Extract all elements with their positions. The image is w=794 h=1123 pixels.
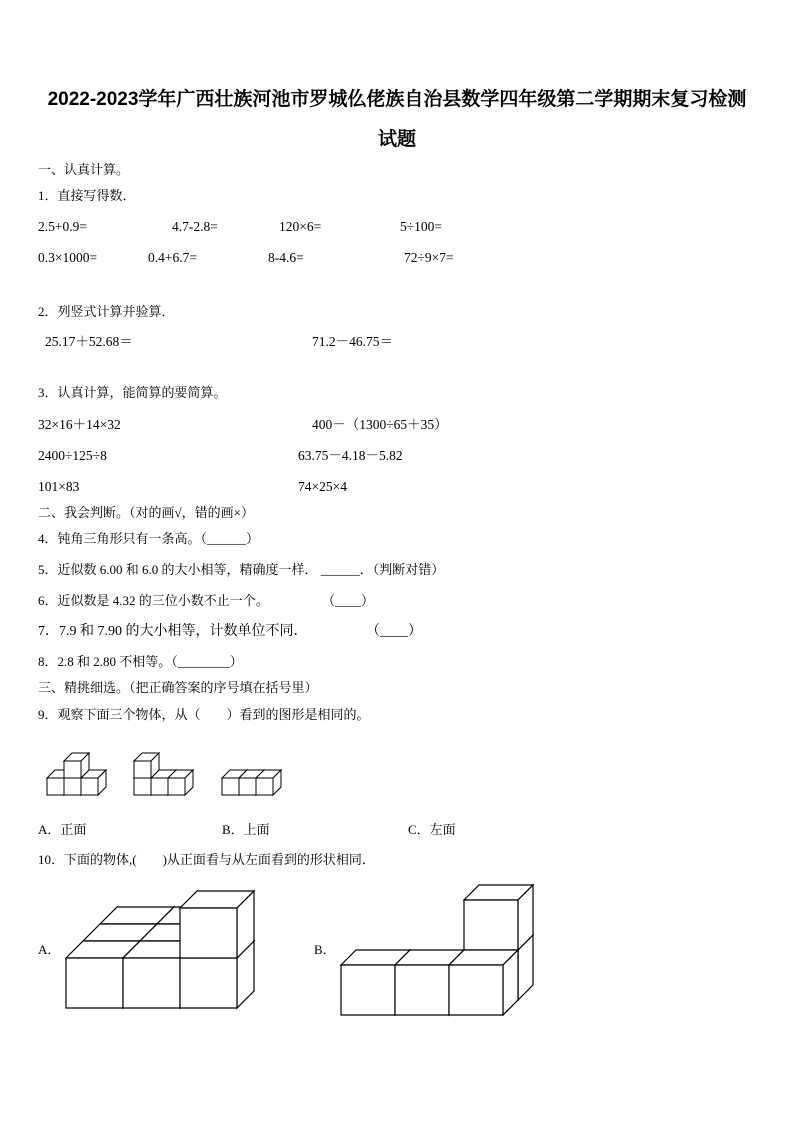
cube-top-face xyxy=(47,770,72,778)
question-7-text: 7．7.9 和 7.90 的大小相等，计数单位不同． xyxy=(38,624,308,639)
question-3-item: 101×83 xyxy=(38,479,80,494)
section-2-heading: 二、我会判断。（对的画√，错的画×） xyxy=(38,505,254,520)
question-3-item: 32×16＋14×32 xyxy=(38,417,121,432)
cube-side-face xyxy=(151,753,159,778)
cube-front-face xyxy=(123,958,180,1008)
question-10-object-a xyxy=(66,891,254,1008)
cube xyxy=(449,950,518,1015)
cube xyxy=(123,941,197,1008)
cube-top-face xyxy=(449,950,518,965)
cube-side-face xyxy=(64,770,72,795)
cube xyxy=(464,935,533,1000)
question-9-object-3 xyxy=(222,770,281,795)
question-9-option-b: B．上面 xyxy=(222,822,270,837)
cube-side-face xyxy=(237,891,254,958)
question-1-item: 4.7-2.8= xyxy=(172,219,218,234)
cube xyxy=(395,950,464,1015)
question-6-answer-blank: （____） xyxy=(322,593,375,608)
cube-front-face xyxy=(157,924,214,974)
cube xyxy=(180,891,254,958)
question-9-figures xyxy=(47,753,281,795)
cube-front-face xyxy=(464,950,518,1000)
section-3-heading: 三、精挑细选。（把正确答案的序号填在括号里） xyxy=(38,680,318,695)
cube-front-face xyxy=(395,965,449,1015)
question-4-text: 4．钝角三角形只有一条高。（______） xyxy=(38,531,260,546)
cube-side-face xyxy=(123,941,140,1008)
question-10-figures xyxy=(66,885,533,1015)
cube-side-face xyxy=(151,770,159,795)
cube xyxy=(464,885,533,950)
cube-top-face xyxy=(140,924,214,941)
question-1-item: 72÷9×7= xyxy=(404,250,454,265)
question-1-prompt: 1．直接写得数． xyxy=(38,188,136,203)
cube-front-face xyxy=(239,778,256,795)
cube-top-face xyxy=(180,891,254,908)
cube-side-face xyxy=(168,770,176,795)
question-1-item: 0.4+6.7= xyxy=(148,250,197,265)
cube-side-face xyxy=(185,770,193,795)
cube-side-face xyxy=(98,770,106,795)
question-3-item: 400－（1300÷65＋35） xyxy=(312,417,448,432)
cube xyxy=(151,770,176,795)
cube-top-face xyxy=(64,753,89,761)
cube-front-face xyxy=(151,778,168,795)
cube-top-face xyxy=(341,950,410,965)
cube-top-face xyxy=(180,941,254,958)
cube-top-face xyxy=(464,935,533,950)
question-9-option-c: C．左面 xyxy=(408,822,456,837)
cube-top-face xyxy=(395,950,464,965)
cube-front-face xyxy=(256,778,273,795)
cube xyxy=(341,950,410,1015)
cube-side-face xyxy=(503,950,518,1015)
cube xyxy=(157,907,231,974)
cube-top-face xyxy=(151,770,176,778)
question-1-item: 2.5+0.9= xyxy=(38,219,87,234)
cube-side-face xyxy=(81,753,89,778)
cube xyxy=(66,941,140,1008)
cube-front-face xyxy=(341,965,395,1015)
cube-side-face xyxy=(518,935,533,1000)
cube xyxy=(222,770,247,795)
cube xyxy=(256,770,281,795)
cube-front-face xyxy=(168,778,185,795)
cube-front-face xyxy=(140,941,197,991)
question-3-item: 74×25×4 xyxy=(298,479,347,494)
cube-side-face xyxy=(256,770,264,795)
cube-top-face xyxy=(100,907,174,924)
question-7-answer-blank: （____） xyxy=(366,624,422,639)
cube-top-face xyxy=(81,770,106,778)
cube-top-face xyxy=(134,770,159,778)
cube xyxy=(134,770,159,795)
cube xyxy=(168,770,193,795)
cube-top-face xyxy=(239,770,264,778)
cube-side-face xyxy=(239,770,247,795)
cube xyxy=(81,770,106,795)
cube-top-face xyxy=(464,885,533,900)
question-3-item: 63.75－4.18－5.82 xyxy=(298,448,403,463)
exam-title-line-1: 2022-2023学年广西壮族河池市罗城仫佬族自治县数学四年级第二学期期末复习检测 xyxy=(47,89,747,110)
cube-top-face xyxy=(134,753,159,761)
cube-front-face xyxy=(66,958,123,1008)
cube xyxy=(100,907,174,974)
question-1-item: 8-4.6= xyxy=(268,250,304,265)
cube-side-face xyxy=(81,770,89,795)
cube-top-face xyxy=(222,770,247,778)
cube-front-face xyxy=(100,924,157,974)
question-2-prompt: 2．列竖式计算并验算． xyxy=(38,304,175,319)
question-9-option-a: A．正面 xyxy=(38,822,87,837)
cube-top-face xyxy=(157,907,231,924)
cube-side-face xyxy=(140,924,157,991)
cube-front-face xyxy=(134,778,151,795)
cube xyxy=(47,770,72,795)
cube xyxy=(83,924,157,991)
cube-side-face xyxy=(273,770,281,795)
cube-front-face xyxy=(64,761,81,778)
cube-top-face xyxy=(123,941,197,958)
exam-title-line-2: 试题 xyxy=(377,129,416,150)
cube-top-face xyxy=(64,770,89,778)
cube-top-face xyxy=(66,941,140,958)
cube-top-face xyxy=(256,770,281,778)
cube-side-face xyxy=(214,907,231,974)
cube xyxy=(134,753,159,778)
cube xyxy=(180,941,254,1008)
cube xyxy=(239,770,264,795)
question-10-object-b xyxy=(341,885,533,1015)
cube-side-face xyxy=(157,907,174,974)
cube-front-face xyxy=(47,778,64,795)
question-9-prompt: 9．观察下面三个物体，从（ ）看到的图形是相同的。 xyxy=(38,707,370,722)
cube-side-face xyxy=(449,950,464,1015)
question-8-text: 8．2.8 和 2.80 不相等。（________） xyxy=(38,654,243,669)
cube-front-face xyxy=(64,778,81,795)
cube-top-face xyxy=(168,770,193,778)
section-1-heading: 一、认真计算。 xyxy=(38,162,130,177)
question-2-item: 25.17＋52.68＝ xyxy=(45,334,133,349)
question-5-text: 5．近似数 6.00 和 6.0 的大小相等，精确度一样． ______．（判断对错） xyxy=(38,562,445,577)
question-9-object-2 xyxy=(134,753,193,795)
cube-side-face xyxy=(518,885,533,950)
cube-front-face xyxy=(83,941,140,991)
question-10-option-b-label: B． xyxy=(314,942,336,957)
cube xyxy=(64,770,89,795)
cube-side-face xyxy=(197,924,214,991)
cube-front-face xyxy=(222,778,239,795)
cube-side-face xyxy=(395,950,410,1015)
cube-front-face xyxy=(180,908,237,958)
question-10-prompt: 10．下面的物体,( )从正面看与从左面看到的形状相同． xyxy=(38,852,375,867)
question-3-prompt: 3．认真计算，能简算的要简算。 xyxy=(38,385,227,400)
question-6-text: 6．近似数是 4.32 的三位小数不止一个。 xyxy=(38,593,269,608)
cube xyxy=(140,924,214,991)
cube-top-face xyxy=(83,924,157,941)
cube-front-face xyxy=(464,900,518,950)
question-1-item: 5÷100= xyxy=(400,219,443,234)
question-1-item: 120×6= xyxy=(279,219,322,234)
question-9-object-1 xyxy=(47,753,106,795)
cube-side-face xyxy=(180,941,197,1008)
cube-front-face xyxy=(449,965,503,1015)
question-10-option-a-label: A． xyxy=(38,942,61,957)
question-2-item: 71.2－46.75＝ xyxy=(312,334,393,349)
question-1-item: 0.3×1000= xyxy=(38,250,98,265)
question-3-item: 2400÷125÷8 xyxy=(38,448,107,463)
cube-front-face xyxy=(81,778,98,795)
cube-front-face xyxy=(134,761,151,778)
cube-front-face xyxy=(180,958,237,1008)
cube-side-face xyxy=(237,941,254,1008)
cube xyxy=(64,753,89,778)
